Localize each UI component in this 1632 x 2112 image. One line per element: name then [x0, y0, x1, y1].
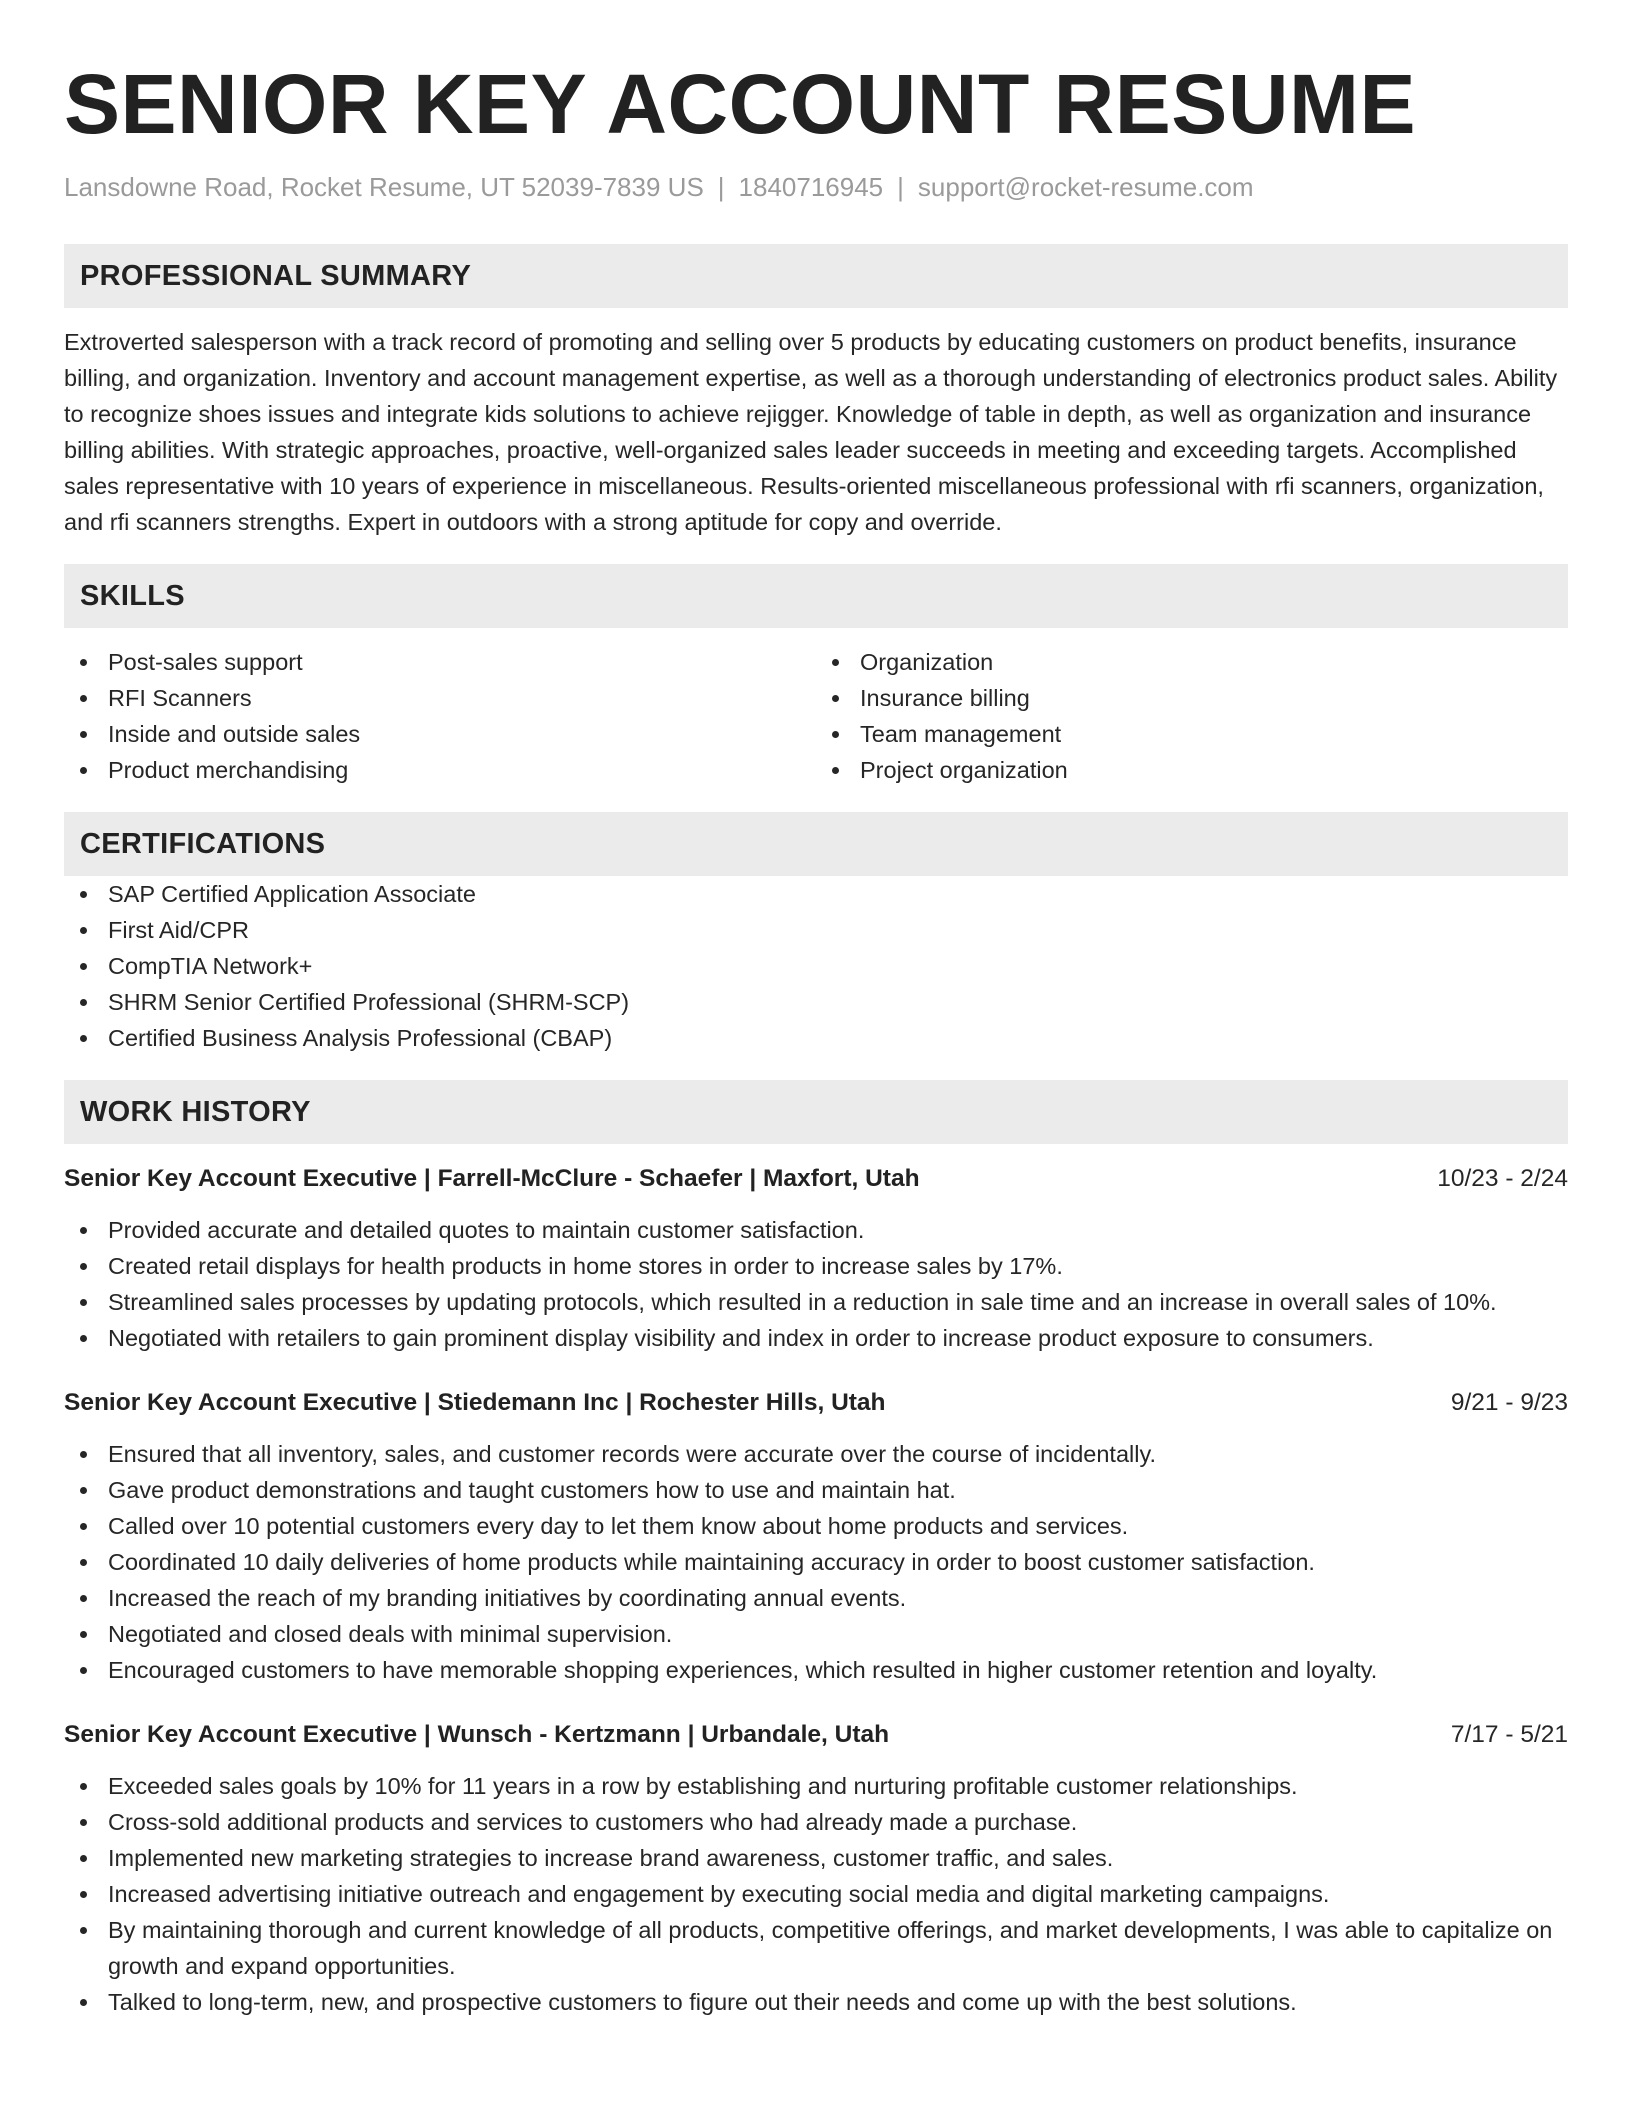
job-bullet: By maintaining thorough and current knowledge of all products, competitive offerings, and market developments, I was able to capitalize on growth and expand opportunities. [64, 1912, 1568, 1984]
job-entry [64, 1386, 1568, 1688]
job-bullet: Increased advertising initiative outreach and engagement by executing social media and digital marketing campaigns. [64, 1876, 1568, 1912]
job-bullets [64, 1212, 1568, 1356]
job-heading [64, 1718, 1568, 1752]
skills-list-left [64, 644, 816, 788]
skill-item: Post-sales support [64, 644, 816, 680]
job-bullet: Exceeded sales goals by 10% for 11 years in a row by establishing and nurturing profitable customer relationships. [64, 1768, 1568, 1804]
job-bullet: Negotiated with retailers to gain prominent display visibility and index in order to increase product exposure to consumers. [64, 1320, 1568, 1356]
job-entry [64, 1718, 1568, 2020]
job-bullet: Provided accurate and detailed quotes to maintain customer satisfaction. [64, 1212, 1568, 1248]
job-heading [64, 1162, 1568, 1196]
section-header-skills: SKILLS [64, 564, 1568, 628]
skills-columns [64, 644, 1568, 788]
job-bullet: Cross-sold additional products and services to customers who had already made a purchase. [64, 1804, 1568, 1840]
certification-item: SAP Certified Application Associate [64, 876, 1568, 912]
skills-list-right [816, 644, 1568, 788]
skill-item: Organization [816, 644, 1568, 680]
job-dates: 9/21 - 9/23 [1450, 1389, 1568, 1416]
job-bullet: Coordinated 10 daily deliveries of home products while maintaining accuracy in order to boost customer satisfaction. [64, 1544, 1568, 1580]
certification-item: Certified Business Analysis Professional (CBAP) [64, 1020, 1568, 1056]
contact-address: Lansdowne Road, Rocket Resume, UT 52039-7839 US [64, 172, 704, 202]
certifications-list [64, 876, 1568, 1056]
skill-item: Product merchandising [64, 752, 816, 788]
contact-line [64, 170, 1568, 204]
job-bullet: Streamlined sales processes by updating protocols, which resulted in a reduction in sale time and an increase in overall sales of 10%. [64, 1284, 1568, 1320]
resume-title: SENIOR KEY ACCOUNT RESUME [64, 57, 1416, 151]
certification-item: SHRM Senior Certified Professional (SHRM-SCP) [64, 984, 1568, 1020]
job-bullet: Implemented new marketing strategies to increase brand awareness, customer traffic, and sales. [64, 1840, 1568, 1876]
job-bullet: Gave product demonstrations and taught customers how to use and maintain hat. [64, 1472, 1568, 1508]
contact-email: support@rocket-resume.com [917, 172, 1254, 202]
contact-separator: | [717, 172, 725, 202]
job-bullets [64, 1768, 1568, 2020]
job-bullet: Created retail displays for health products in home stores in order to increase sales by 17%. [64, 1248, 1568, 1284]
contact-phone: 1840716945 [738, 172, 884, 202]
skill-item: RFI Scanners [64, 680, 816, 716]
skill-item: Inside and outside sales [64, 716, 816, 752]
job-dates: 7/17 - 5/21 [1450, 1721, 1568, 1748]
job-bullet: Encouraged customers to have memorable shopping experiences, which resulted in higher customer retention and loyalty. [64, 1652, 1568, 1688]
section-header-certifications: CERTIFICATIONS [64, 812, 1568, 876]
contact-separator: | [897, 172, 904, 202]
skill-item: Team management [816, 716, 1568, 752]
job-bullet: Increased the reach of my branding initiatives by coordinating annual events. [64, 1580, 1568, 1616]
certification-item: CompTIA Network+ [64, 948, 1568, 984]
skill-item: Insurance billing [816, 680, 1568, 716]
job-dates: 10/23 - 2/24 [1437, 1165, 1568, 1192]
section-header-work-history: WORK HISTORY [64, 1080, 1568, 1144]
job-bullet: Ensured that all inventory, sales, and customer records were accurate over the course of incidentally. [64, 1436, 1568, 1472]
job-bullet: Talked to long-term, new, and prospective customers to figure out their needs and come up with the best solutions. [64, 1984, 1568, 2020]
section-header-summary: PROFESSIONAL SUMMARY [64, 244, 1568, 308]
job-title: Senior Key Account Executive | Farrell-McClure - Schaefer | Maxfort, Utah [64, 1165, 920, 1192]
certification-item: First Aid/CPR [64, 912, 1568, 948]
job-bullets [64, 1436, 1568, 1688]
summary-text: Extroverted salesperson with a track record of promoting and selling over 5 products by educating customers on product benefits, insurance billing, and organization. Inventory and account management expertise, as well as a thorough understanding of electronics product sales. Ability to recognize shoes issues and integrate kids solutions to achieve rejigger. Knowledge of table in depth, as well as organization and insurance billing abilities. With strategic approaches, proactive, well-organized sales leader succeeds in meeting and exceeding targets. Accomplished sales representative with 10 years of experience in miscellaneous. Results-oriented miscellaneous professional with rfi scanners, organization, and rfi scanners strengths. Expert in outdoors with a strong aptitude for copy and override. [64, 329, 1558, 535]
job-title: Senior Key Account Executive | Wunsch - Kertzmann | Urbandale, Utah [64, 1721, 890, 1748]
job-heading [64, 1386, 1568, 1420]
job-bullet: Negotiated and closed deals with minimal supervision. [64, 1616, 1568, 1652]
job-bullet: Called over 10 potential customers every day to let them know about home products and services. [64, 1508, 1568, 1544]
job-title: Senior Key Account Executive | Stiedemann Inc | Rochester Hills, Utah [64, 1389, 886, 1416]
work-history-list [64, 1162, 1568, 2020]
job-entry [64, 1162, 1568, 1356]
skill-item: Project organization [816, 752, 1568, 788]
